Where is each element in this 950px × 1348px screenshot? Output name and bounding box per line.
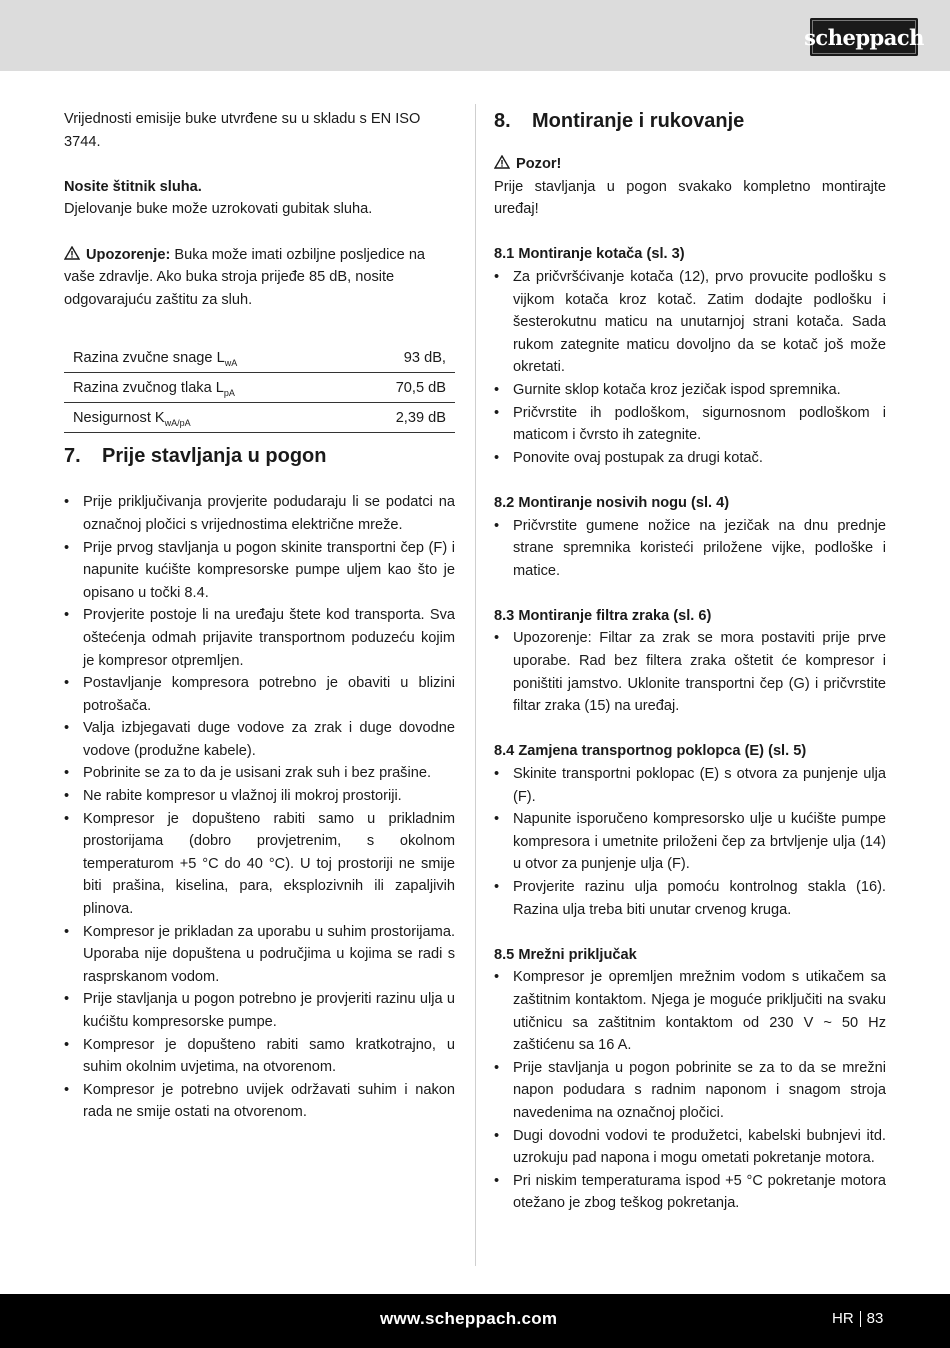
section-7-list xyxy=(64,491,455,1124)
table-cell-value: 2,39 dB xyxy=(348,403,455,433)
caution-text: Prije stavljanja u pogon svakako kompletno montirajte uređaj! xyxy=(494,178,886,218)
list-item: • Prije priključivanja provjerite podudaraju li se podatci na označnoj pločici s vrijednostima električne mreže. xyxy=(64,491,455,536)
list-item: • Dugi dovodni vodovi te produžetci, kabelski bubnjevi itd. uzrokuju pad napona i mogu ometati pokretanje motora. xyxy=(494,1125,886,1170)
section-8-3-heading: 8.3 Montiranje filtra zraka (sl. 6) xyxy=(494,607,712,624)
list-item: • Provjerite razinu ulja pomoću kontrolnog stakla (16). Razina ulja treba biti unutar crvenog kruga. xyxy=(494,876,886,921)
page-number: 83 xyxy=(866,1310,884,1327)
table-cell-value: 93 dB, xyxy=(348,343,455,373)
list-item: • Valja izbjegavati duge vodove za zrak i duge dovodne vodove (produžne kabele). xyxy=(64,717,455,762)
section-8-heading: 8. Montiranje i rukovanje xyxy=(494,110,745,132)
noise-table xyxy=(64,343,455,433)
scheppach-logo: scheppach xyxy=(810,18,918,56)
section-8-2-heading: 8.2 Montiranje nosivih nogu (sl. 4) xyxy=(494,494,730,511)
list-item: • Gurnite sklop kotača kroz jezičak ispod spremnika. xyxy=(494,379,886,402)
table-cell-value: 70,5 dB xyxy=(348,373,455,403)
hearing-protection-heading: Nosite štitnik sluha. xyxy=(64,178,202,195)
footer-separator xyxy=(860,1311,861,1327)
list-item: • Pri niskim temperaturama ispod +5 °C pokretanje motora otežano je zbog teškog pokretanja. xyxy=(494,1170,886,1215)
section-8-4-list xyxy=(494,763,886,921)
section-7-heading: 7. Prije stavljanja u pogon xyxy=(64,445,327,468)
page-indicator xyxy=(832,1310,883,1327)
footer-url-link[interactable]: www.scheppach.com xyxy=(380,1309,558,1328)
list-item: • Za pričvršćivanje kotača (12), prvo provucite podlošku s vijkom kotača kroz kotač. Zatim dodajte podlošku i šesterokutnu maticu na unutarnjoj strani kotača. Sada rukom zategnite maticu dovoljno da se kotač još može okretati. xyxy=(494,266,886,379)
list-item: • Prije stavljanja u pogon pobrinite se za to da se mrežni napon podudara s radnim naponom i snagom stroja navedenima na označnoj pločici. xyxy=(494,1057,886,1125)
table-cell-label: Razina zvučne snage $L_{wA}$ xyxy=(64,343,348,373)
list-item: • Kompresor je dopušteno rabiti samo u prikladnim prostorijama (dobro provjetrenim, s okolnom temperaturom +5 °C do 40 °C). U toj prostoriji ne smije biti prašina, kiselina, para, eksplozivnih ili zapaljivih plinova. xyxy=(64,808,455,921)
list-item: • Kompresor je prikladan za uporabu u suhim prostorijama. Uporaba nije dopuštena u područjima u kojima se radi s rasprskanom vodom. xyxy=(64,921,455,989)
caution-label: Pozor! xyxy=(494,153,886,176)
list-item: • Pričvrstite gumene nožice na jezičak na dnu prednje strane spremnika koristeći priložene vijke, podloške i matice. xyxy=(494,515,886,583)
hearing-protection-text: Djelovanje buke može uzrokovati gubitak sluha. xyxy=(64,201,373,218)
section-8-5-list xyxy=(494,966,886,1215)
list-item: • Pobrinite se za to da je usisani zrak suh i bez prašine. xyxy=(64,762,455,785)
list-item: • Pričvrstite ih podloškom, sigurnosnom podloškom i maticom i čvrsto ih zategnite. xyxy=(494,402,886,447)
section-8-4-heading: 8.4 Zamjena transportnog poklopca (E) (sl. 5) xyxy=(494,743,807,760)
table-cell-label: Razina zvučnog tlaka $L_{pA}$ xyxy=(64,373,348,403)
section-8-1-list xyxy=(494,266,886,469)
column-divider xyxy=(475,104,476,1266)
list-item: • Upozorenje: Filtar za zrak se mora postaviti prije prve uporabe. Rad bez filtera zraka oštetit će kompresor i poništiti jamstvo. Uklonite transportni čep (G) i pričvrstite filtar zraka (15) na uređaj. xyxy=(494,627,886,717)
list-item: • Kompresor je potrebno uvijek održavati suhim i nakon rada ne smije ostati na otvorenom. xyxy=(64,1079,455,1124)
section-8-2-list xyxy=(494,515,886,583)
list-item: • Prije prvog stavljanja u pogon skinite transportni čep (F) i napunite kućište kompresorske pumpe uljem kao što je opisano u točki 8.4. xyxy=(64,537,455,605)
table-row xyxy=(64,373,455,403)
table-row xyxy=(64,343,455,373)
emission-text: Vrijednosti emisije buke utvrđene su u skladu s EN ISO 3744. xyxy=(64,111,421,150)
table-row xyxy=(64,403,455,433)
warning-text: Buka može imati ozbiljne posljedice na vaše zdravlje. Ako buka stroja prijeđe 85 dB, nosite odgovarajuću zaštitu za sluh. xyxy=(64,246,426,308)
warning-triangle-icon xyxy=(494,155,510,169)
list-item: • Napunite isporučeno kompresorsko ulje u kućište pumpe kompresora i umetnite priloženi čep za brtvljenje ulja (14) u otvor za punjenje ulja (F). xyxy=(494,808,886,876)
warning-label: Upozorenje: xyxy=(86,246,171,263)
left-column xyxy=(64,108,455,1124)
right-column xyxy=(494,108,886,1215)
list-item: • Prije stavljanja u pogon potrebno je provjeriti razinu ulja u kućištu kompresorske pumpe. xyxy=(64,988,455,1033)
table-cell-label: Nesigurnost $K_{wA/pA}$ xyxy=(64,403,348,433)
list-item: • Skinite transportni poklopac (E) s otvora za punjenje ulja (F). xyxy=(494,763,886,808)
list-item: • Ponovite ovaj postupak za drugi kotač. xyxy=(494,447,886,470)
list-item: • Kompresor je opremljen mrežnim vodom s utikačem sa zaštitnim kontaktom. Njega je moguće priključiti na svaku utičnicu sa zaštitnim kontaktom od 230 V ~ 50 Hz zaštićenu sa 16 A. xyxy=(494,966,886,1056)
section-8-1-heading: 8.1 Montiranje kotača (sl. 3) xyxy=(494,246,685,263)
list-item: • Provjerite postoje li na uređaju štete kod transporta. Sva oštećenja odmah prijavite transportnom poduzeću kojim je kompresor otpremljen. xyxy=(64,604,455,672)
section-8-3-list xyxy=(494,627,886,717)
footer-bar xyxy=(0,1294,950,1348)
list-item: • Postavljanje kompresora potrebno je obaviti u blizini potrošača. xyxy=(64,672,455,717)
section-8-5-heading: 8.5 Mrežni priključak xyxy=(494,946,637,963)
noise-warning xyxy=(64,244,455,312)
warning-triangle-icon xyxy=(64,246,80,260)
list-item: • Ne rabite kompresor u vlažnoj ili mokroj prostoriji. xyxy=(64,785,455,808)
language-code: HR xyxy=(832,1310,854,1327)
list-item: • Kompresor je dopušteno rabiti samo kratkotrajno, u suhim okolnim uvjetima, na otvorenom. xyxy=(64,1034,455,1079)
